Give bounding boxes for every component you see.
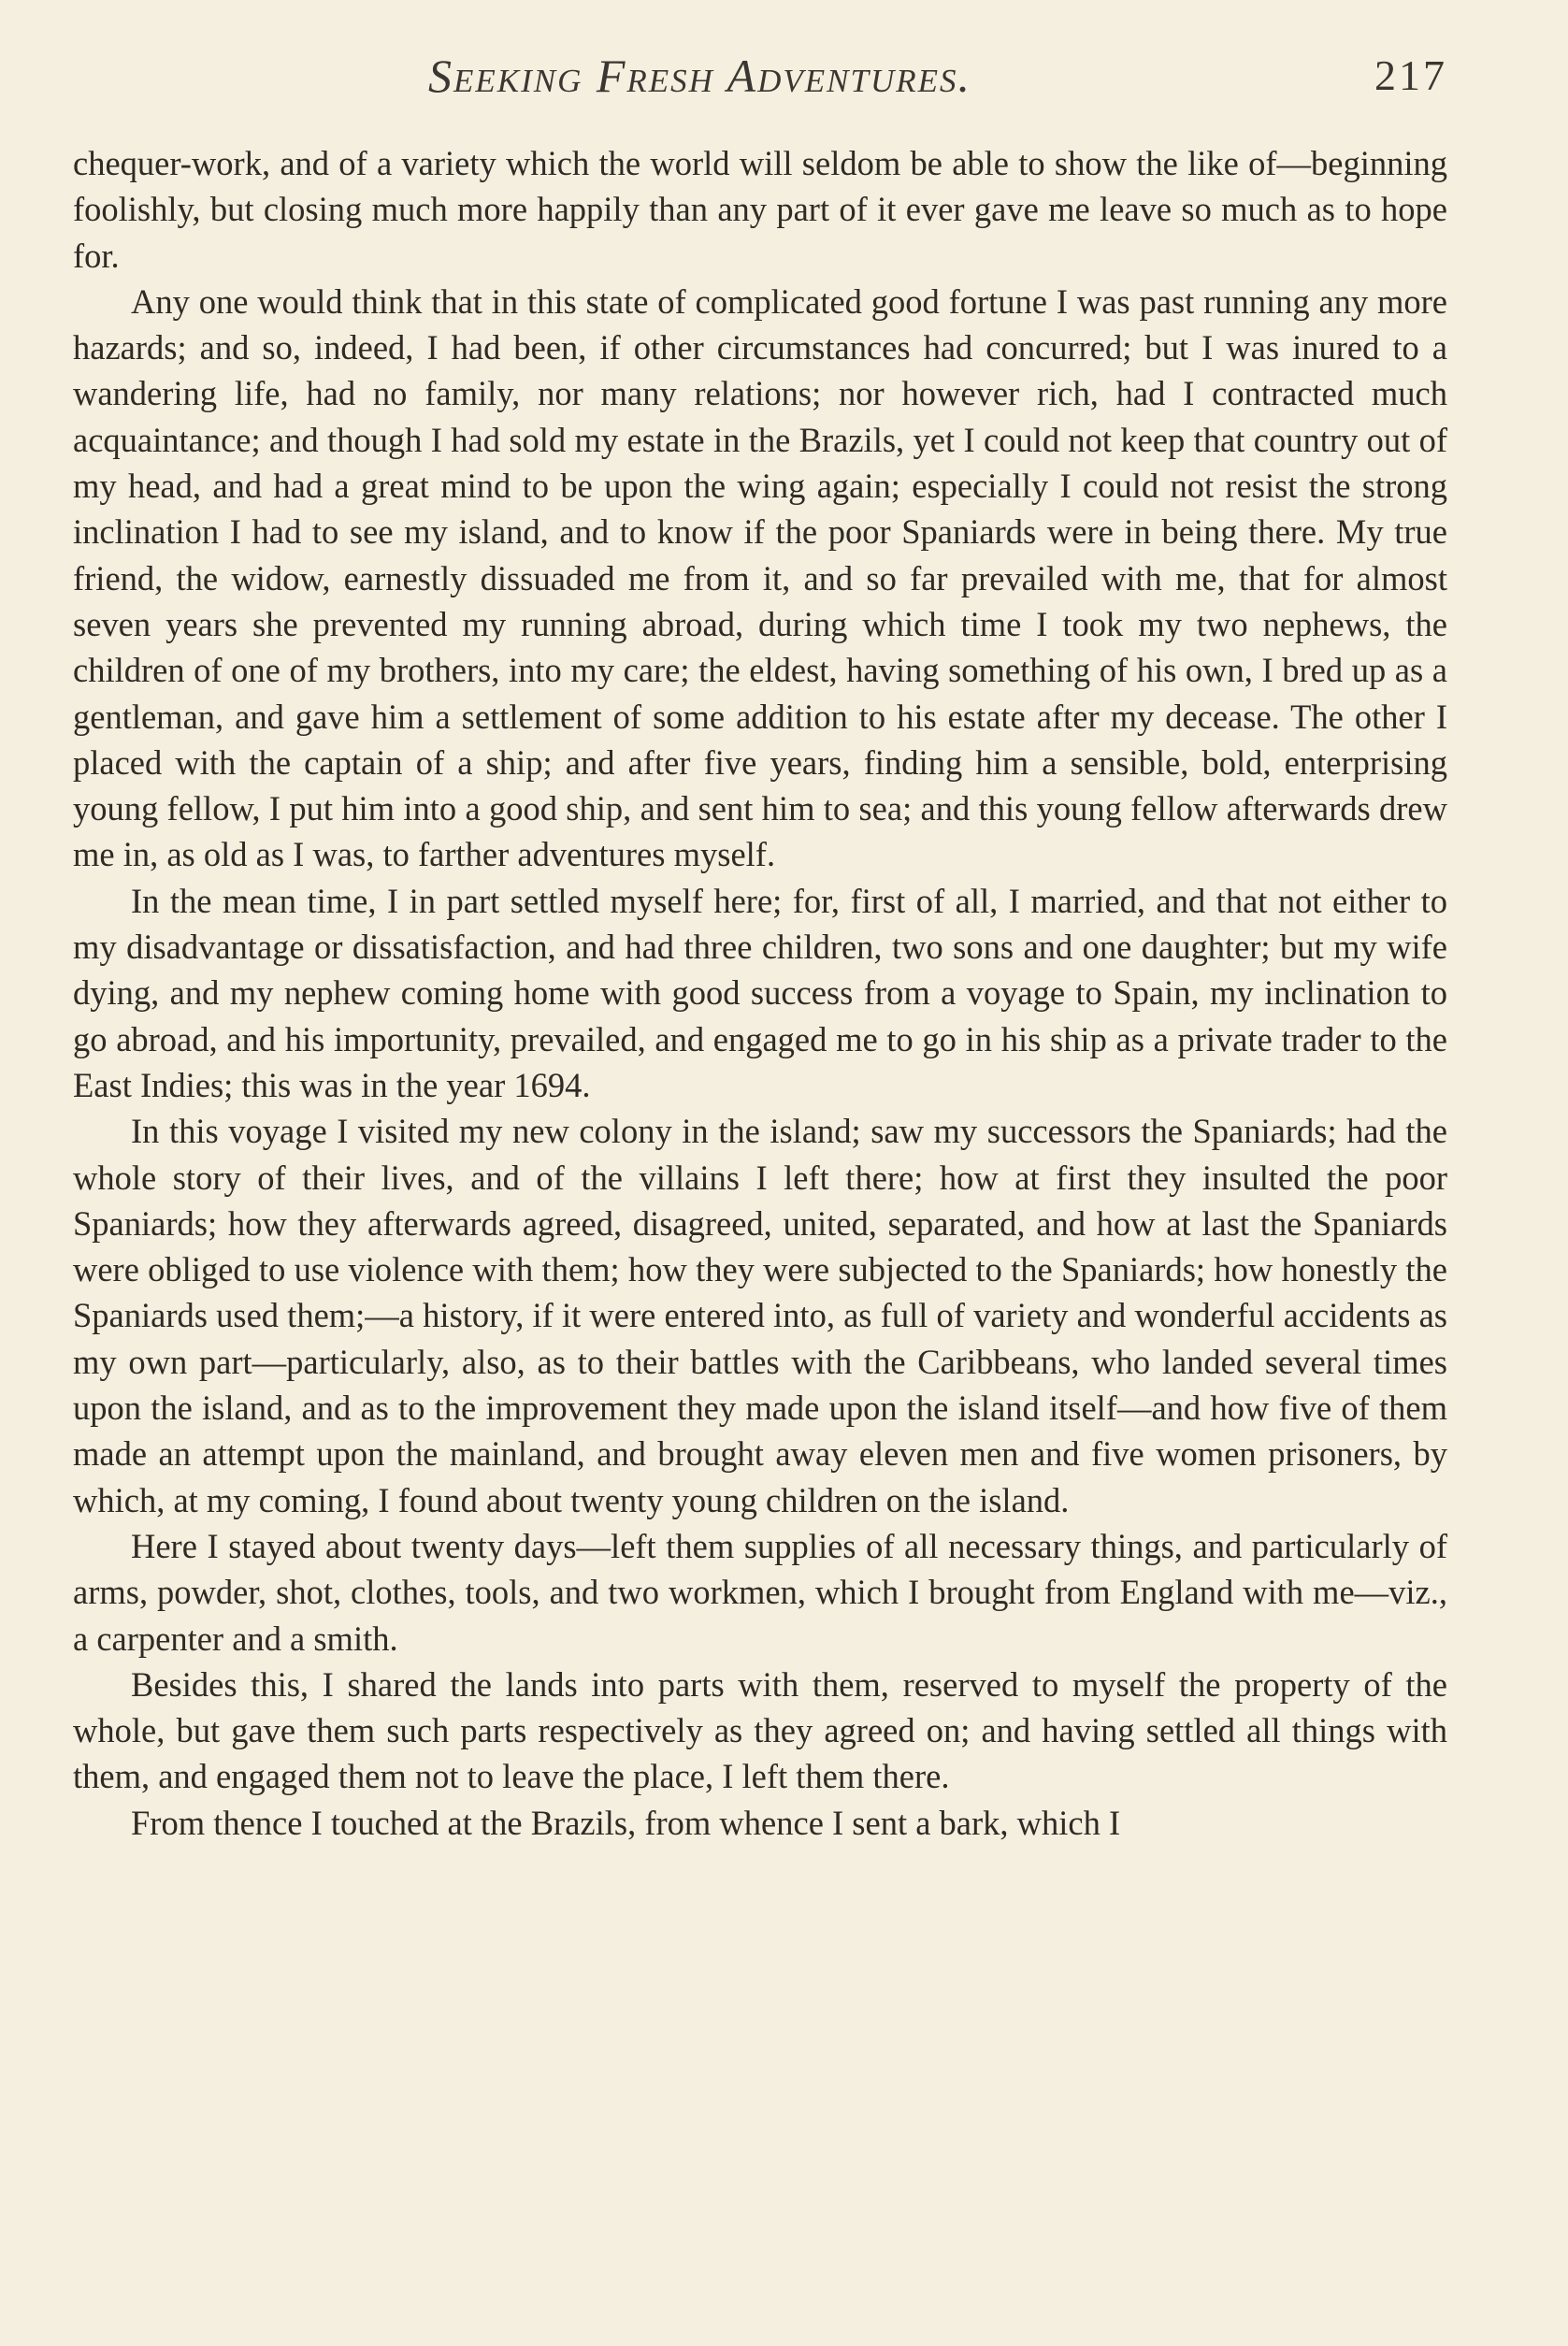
paragraph-3: In the mean time, I in part settled myself here; for, first of all, I married, and that not either to my disadvantage or dissatisfaction, and had three children, two sons and one daughter; but my wife dying, and my nephew coming home with good success from a voyage to Spain, my inclination to go abroad, and his importunity, prevailed, and engaged me to go in his ship as a private trader to the East Indies; this was in the year 1694.: [73, 881, 1447, 1104]
page-number: 217: [1374, 51, 1447, 99]
book-page: [73, 49, 1447, 1846]
running-head: [73, 49, 1447, 123]
paragraph-4: In this voyage I visited my new colony in the island; saw my successors the Spaniards; had the whole story of their lives, and of the villains I left there; how at first they insulted the poor Spaniards; how they afterwards agreed, disagreed, united, separated, and how at last the Spaniards were obliged to use violence with them; how they were subjected to the Spaniards; how honestly the Spaniards used them;—a history, if it were entered into, as full of variety and wonderful accidents as my own part—particularly, also, as to their battles with the Caribbeans, who landed several times upon the island, and as to the improvement they made upon the island itself—and how five of them made an attempt upon the mainland, and brought away eleven men and five women prisoners, by which, at my coming, I found about twenty young children on the island.: [73, 1112, 1447, 1519]
body-text: [73, 140, 1447, 1846]
paragraph-2: Any one would think that in this state of complicated good fortune I was past running any more hazards; and so, indeed, I had been, if other circumstances had concurred; but I was inured to a wandering life, had no family, nor many relations; nor however rich, had I contracted much acquaintance; and though I had sold my estate in the Brazils, yet I could not keep that country out of my head, and had a great mind to be upon the wing again; especially I could not resist the strong inclination I had to see my island, and to know if the poor Spaniards were in being there. My true friend, the widow, earnestly dissuaded me from it, and so far prevailed with me, that for almost seven years she prevented my running abroad, during which time I took my two nephews, the children of one of my brothers, into my care; the eldest, having something of his own, I bred up as a gentleman, and gave him a settlement of some addition to his estate after my decease. The other I placed with the captain of a ship; and after five years, finding him a sensible, bold, enterprising young fellow, I put him into a good ship, and sent him to sea; and this young fellow afterwards drew me in, as old as I was, to farther adventures myself.: [73, 281, 1447, 874]
paragraph-7: From thence I touched at the Brazils, from whence I sent a bark, which I: [131, 1803, 1121, 1842]
running-title: Seeking Fresh Adventures.: [428, 50, 971, 102]
paragraph-1: chequer-work, and of a variety which the world will seldom be able to show the like of—beginning foolishly, but closing much more happily than any part of it ever gave me leave so much as to hope for.: [73, 144, 1447, 275]
paragraph-6: Besides this, I shared the lands into parts with them, reserved to myself the property of the whole, but gave them such parts respectively as they agreed on; and having settled all things with them, and engaged them not to leave the place, I left them there.: [73, 1664, 1447, 1796]
paragraph-5: Here I stayed about twenty days—left them supplies of all necessary things, and particularly of arms, powder, shot, clothes, tools, and two workmen, which I brought from England with me—viz., a carpenter and a smith.: [73, 1526, 1447, 1658]
